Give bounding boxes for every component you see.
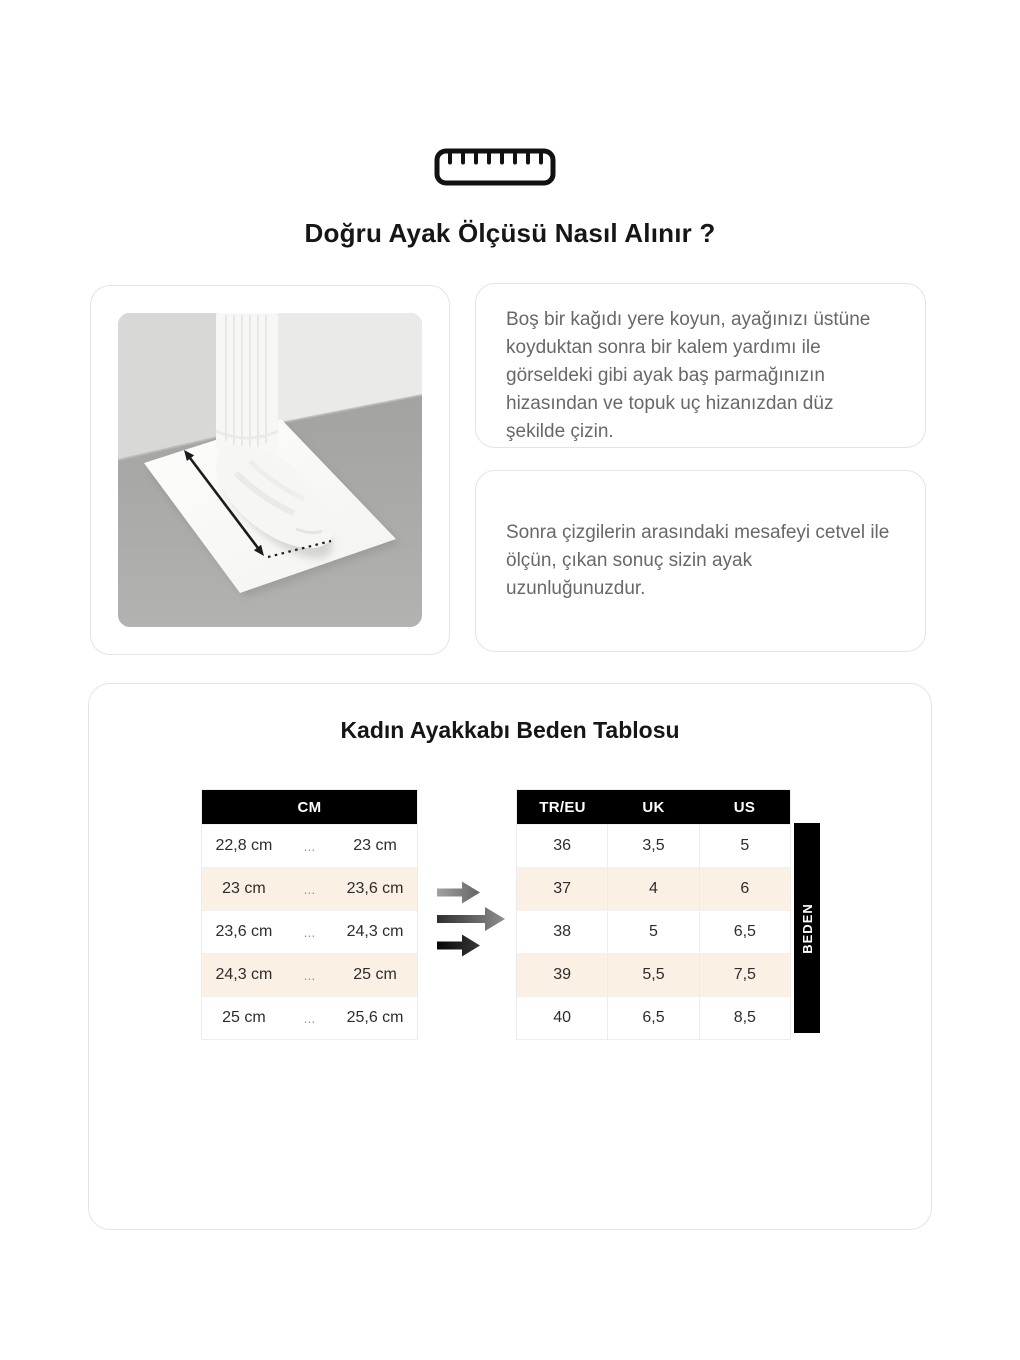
size-uk: 4 <box>607 868 698 910</box>
size-us: 5 <box>699 825 790 867</box>
transfer-arrows-icon <box>432 876 512 962</box>
size-uk: 5 <box>607 911 698 953</box>
size-treu: 38 <box>553 923 572 940</box>
page-title: Doğru Ayak Ölçüsü Nasıl Alınır ? <box>304 218 716 248</box>
foot-photo-card <box>90 285 450 655</box>
cm-range-to: 23,6 cm <box>346 880 404 897</box>
instruction-box-2 <box>475 470 926 652</box>
size-table-header-uk: UK <box>642 798 665 816</box>
cm-table-row <box>202 824 417 867</box>
size-table-row <box>517 996 790 1039</box>
foot-measurement-photo <box>118 313 422 627</box>
size-table-header-us: US <box>733 798 756 816</box>
cm-table-row <box>202 996 417 1039</box>
range-dots: ... <box>303 838 316 854</box>
size-us: 6 <box>699 868 790 910</box>
range-dots: ... <box>303 924 316 940</box>
cm-table-rows <box>202 824 417 1039</box>
cm-table-row <box>202 910 417 953</box>
cm-table-row <box>202 953 417 996</box>
cm-table <box>201 789 418 1040</box>
cm-range-from: 23,6 cm <box>215 923 273 940</box>
beden-label: BEDEN <box>799 902 815 954</box>
cm-table-header: CM <box>202 790 417 824</box>
range-dots: ... <box>303 881 316 897</box>
size-table-row <box>517 867 790 910</box>
size-table-card <box>88 683 932 1230</box>
cm-range-from: 22,8 cm <box>215 837 273 854</box>
size-uk: 5,5 <box>607 954 698 996</box>
size-table-header-row <box>517 790 790 824</box>
range-dots: ... <box>303 967 316 983</box>
size-treu: 40 <box>553 1009 572 1026</box>
cm-range-from: 24,3 cm <box>215 966 273 983</box>
size-us: 7,5 <box>699 954 790 996</box>
cm-range-to: 25 cm <box>353 966 397 983</box>
size-treu: 36 <box>553 837 572 854</box>
cm-range-to: 24,3 cm <box>346 923 404 940</box>
size-treu: 39 <box>553 966 572 983</box>
size-table-title: Kadın Ayakkabı Beden Tablosu <box>340 717 680 743</box>
cm-table-row <box>202 867 417 910</box>
sock-leg <box>216 313 278 459</box>
size-table-row <box>517 824 790 867</box>
size-uk: 3,5 <box>607 825 698 867</box>
size-treu: 37 <box>553 880 572 897</box>
beden-side-bar <box>794 823 820 1033</box>
cm-range-to: 25,6 cm <box>346 1009 404 1026</box>
size-us: 6,5 <box>699 911 790 953</box>
size-table-header-treu: TR/EU <box>539 798 586 816</box>
cm-range-to: 23 cm <box>353 837 397 854</box>
instruction-box-1 <box>475 283 926 448</box>
instruction-step-2: Sonra çizgilerin arasındaki mesafeyi cetvel ile ölçün, çıkan sonuç sizin ayak uzunluğunuzdur. <box>506 522 890 599</box>
size-us: 8,5 <box>699 997 790 1039</box>
size-table-rows <box>517 824 790 1039</box>
range-dots: ... <box>303 1010 316 1026</box>
size-uk: 6,5 <box>607 997 698 1039</box>
size-table-row <box>517 910 790 953</box>
instruction-step-1: Boş bir kağıdı yere koyun, ayağınızı üstüne koyduktan sonra bir kalem yardımı ile görseldeki gibi ayak baş parmağınızın hizasından ve topuk uç hizanızdan düz şekilde çizin. <box>506 309 871 442</box>
size-table <box>516 789 791 1040</box>
size-table-row <box>517 953 790 996</box>
ruler-icon <box>434 148 556 186</box>
cm-range-from: 23 cm <box>222 880 266 897</box>
cm-range-from: 25 cm <box>222 1009 266 1026</box>
